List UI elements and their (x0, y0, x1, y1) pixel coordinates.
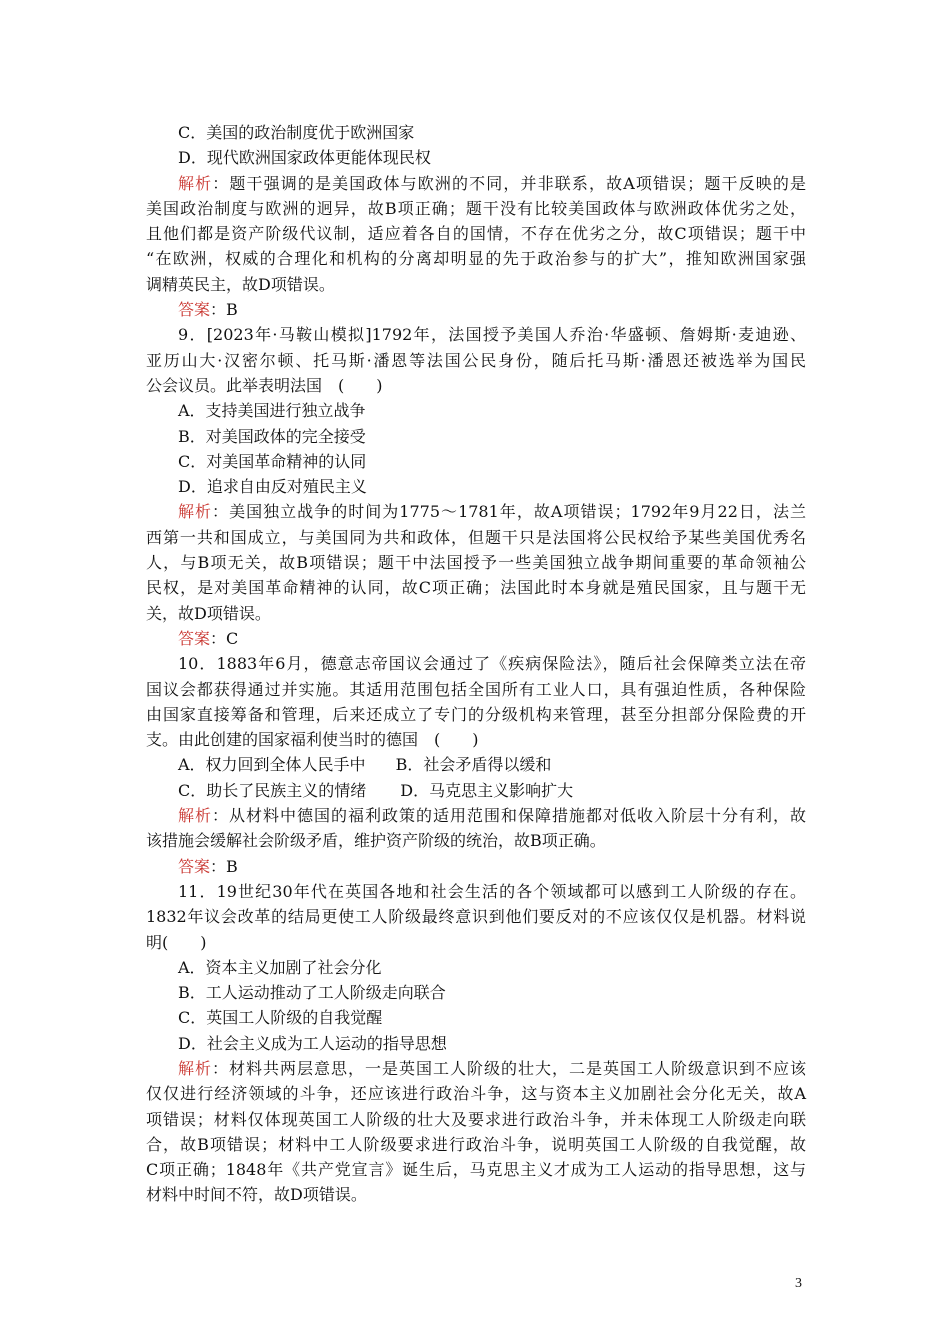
q11-analysis-line-1: 解析：材料共两层意思，一是英国工人阶级的壮大，二是英国工人阶级意识到不应该 (178, 1058, 806, 1078)
q9-answer-label: 答案 (178, 628, 211, 648)
q8-option-c: C．美国的政治制度优于欧洲国家 (178, 123, 415, 142)
q8-option-d: D．现代欧洲国家政体更能体现民权 (178, 148, 431, 168)
q10-answer: 答案：B (178, 856, 238, 876)
q10-answer-label: 答案 (178, 856, 211, 876)
q9-stem-line-1: 9．[2023年·马鞍山模拟]1792年，法国授予美国人乔治·华盛顿、詹姆斯·麦迪逊、 (178, 325, 806, 345)
q9-analysis-line-1: 解析：美国独立战争的时间为1775～1781年，故A项错误；1792年9月22日，法兰 (178, 502, 806, 522)
q9-analysis-label: 解析 (178, 502, 213, 522)
q8-answer: 答案：B (178, 300, 238, 320)
q8-answer-label: 答案 (178, 300, 211, 320)
q10-analysis-line-1: 解析：从材料中德国的福利政策的适用范围和保障措施都对低收入阶层十分有利，故 (178, 806, 806, 826)
q9-analysis-line-2: 西第一共和国成立，与美国同为共和政体，但题干只是法国将公民权给予某些美国优秀名 (146, 527, 806, 547)
q9-option-b: B．对美国政体的完全接受 (178, 426, 366, 446)
q8-analysis-line-2: 美国政治制度与欧洲的迥异，故B项正确；题干没有比较美国政体与欧洲政体优劣之处， (146, 198, 806, 218)
q8-analysis-line-3: 且他们都是资产阶级代议制，适应着各自的国情，不存在优劣之分，故C项错误；题干中 (146, 224, 806, 244)
page-number: 3 (795, 1276, 802, 1291)
q11-stem-line-2: 1832年议会改革的结局更使工人阶级最终意识到他们要反对的不应该仅仅是机器。材料说 (146, 907, 806, 927)
q10-options-ab (146, 752, 806, 777)
q11-analysis-line-2: 仅仅进行经济领域的斗争，还应该进行政治斗争，这与资本主义加剧社会分化无关，故A (146, 1084, 806, 1104)
q11-analysis-label: 解析 (178, 1058, 212, 1078)
q9-option-c: C．对美国革命精神的认同 (178, 451, 367, 471)
q9-answer: 答案：C (178, 628, 239, 648)
q11-option-c: C．英国工人阶级的自我觉醒 (178, 1008, 383, 1028)
q9-stem-line-3: 公会议员。此举表明法国 ( ) (146, 375, 383, 395)
q10-option-b: B．社会矛盾得以缓和 (395, 755, 552, 775)
q9-stem-line-2: 亚历山大·汉密尔顿、托马斯·潘恩等法国公民身份，随后托马斯·潘恩还被选举为国民 (146, 350, 806, 370)
q10-option-c: C．助长了民族主义的情绪 (178, 780, 367, 800)
q11-analysis-line-6: 材料中时间不符，故D项错误。 (146, 1185, 367, 1205)
q10-stem-line-1: 10．1883年6月，德意志帝国议会通过了《疾病保险法》，随后社会保障类立法在帝 (178, 654, 806, 674)
q11-analysis-line-5: C项正确；1848年《共产党宣言》诞生后，马克思主义才成为工人运动的指导思想，这与 (146, 1160, 806, 1180)
q11-stem-line-3: 明( ) (146, 932, 207, 952)
q10-stem-line-2: 国议会都获得通过并实施。其适用范围包括全国所有工业人口，具有强迫性质，各种保险 (146, 679, 806, 699)
page-content (146, 120, 806, 1208)
q11-option-d: D．社会主义成为工人运动的指导思想 (178, 1033, 447, 1053)
q10-analysis-line-2: 该措施会缓解社会阶级矛盾，维护资产阶级的统治，故B项正确。 (146, 831, 606, 851)
q9-analysis-line-3: 人，与B项无关，故B项错误；题干中法国授予一些美国独立战争期间重要的革命领袖公 (146, 553, 806, 573)
q9-option-a: A．支持美国进行独立战争 (178, 401, 366, 421)
q11-option-b: B．工人运动推动了工人阶级走向联合 (178, 983, 446, 1003)
q8-analysis-line-1: 解析：题干强调的是美国政体与欧洲的不同，并非联系，故A项错误；题干反映的是 (178, 173, 806, 193)
q10-options-cd (146, 778, 806, 803)
q11-option-a: A．资本主义加剧了社会分化 (178, 957, 382, 977)
q10-option-a: A．权力回到全体人民手中 (178, 755, 366, 775)
q10-option-d: D．马克思主义影响扩大 (400, 780, 574, 800)
q10-stem-line-3: 由国家直接筹备和管理，后来还成立了专门的分级机构来管理，甚至分担部分保险费的开 (146, 704, 806, 724)
q9-option-d: D．追求自由反对殖民主义 (178, 477, 367, 497)
q11-analysis-line-3: 项错误；材料仅体现英国工人阶级的壮大及要求进行政治斗争，并未体现工人阶级走向联 (146, 1109, 806, 1129)
q11-stem-line-1: 11．19世纪30年代在英国各地和社会生活的各个领域都可以感到工人阶级的存在。 (178, 881, 806, 901)
q10-analysis-label: 解析 (178, 806, 212, 826)
q8-analysis-line-5: 调精英民主，故D项错误。 (146, 274, 335, 294)
q11-analysis-line-4: 合，故B项错误；材料中工人阶级要求进行政治斗争，说明英国工人阶级的自我觉醒，故 (146, 1134, 806, 1154)
q8-analysis-label: 解析 (178, 173, 213, 193)
q8-analysis-line-4: “在欧洲，权威的合理化和机构的分离却明显的先于政治参与的扩大”，推知欧洲国家强 (146, 249, 806, 269)
q9-analysis-line-5: 关，故D项错误。 (146, 603, 271, 623)
q10-stem-line-4: 支。由此创建的国家福利使当时的德国 ( ) (146, 730, 479, 750)
q9-analysis-line-4: 民权，是对美国革命精神的认同，故C项正确；法国此时本身就是殖民国家，且与题干无 (146, 578, 806, 598)
